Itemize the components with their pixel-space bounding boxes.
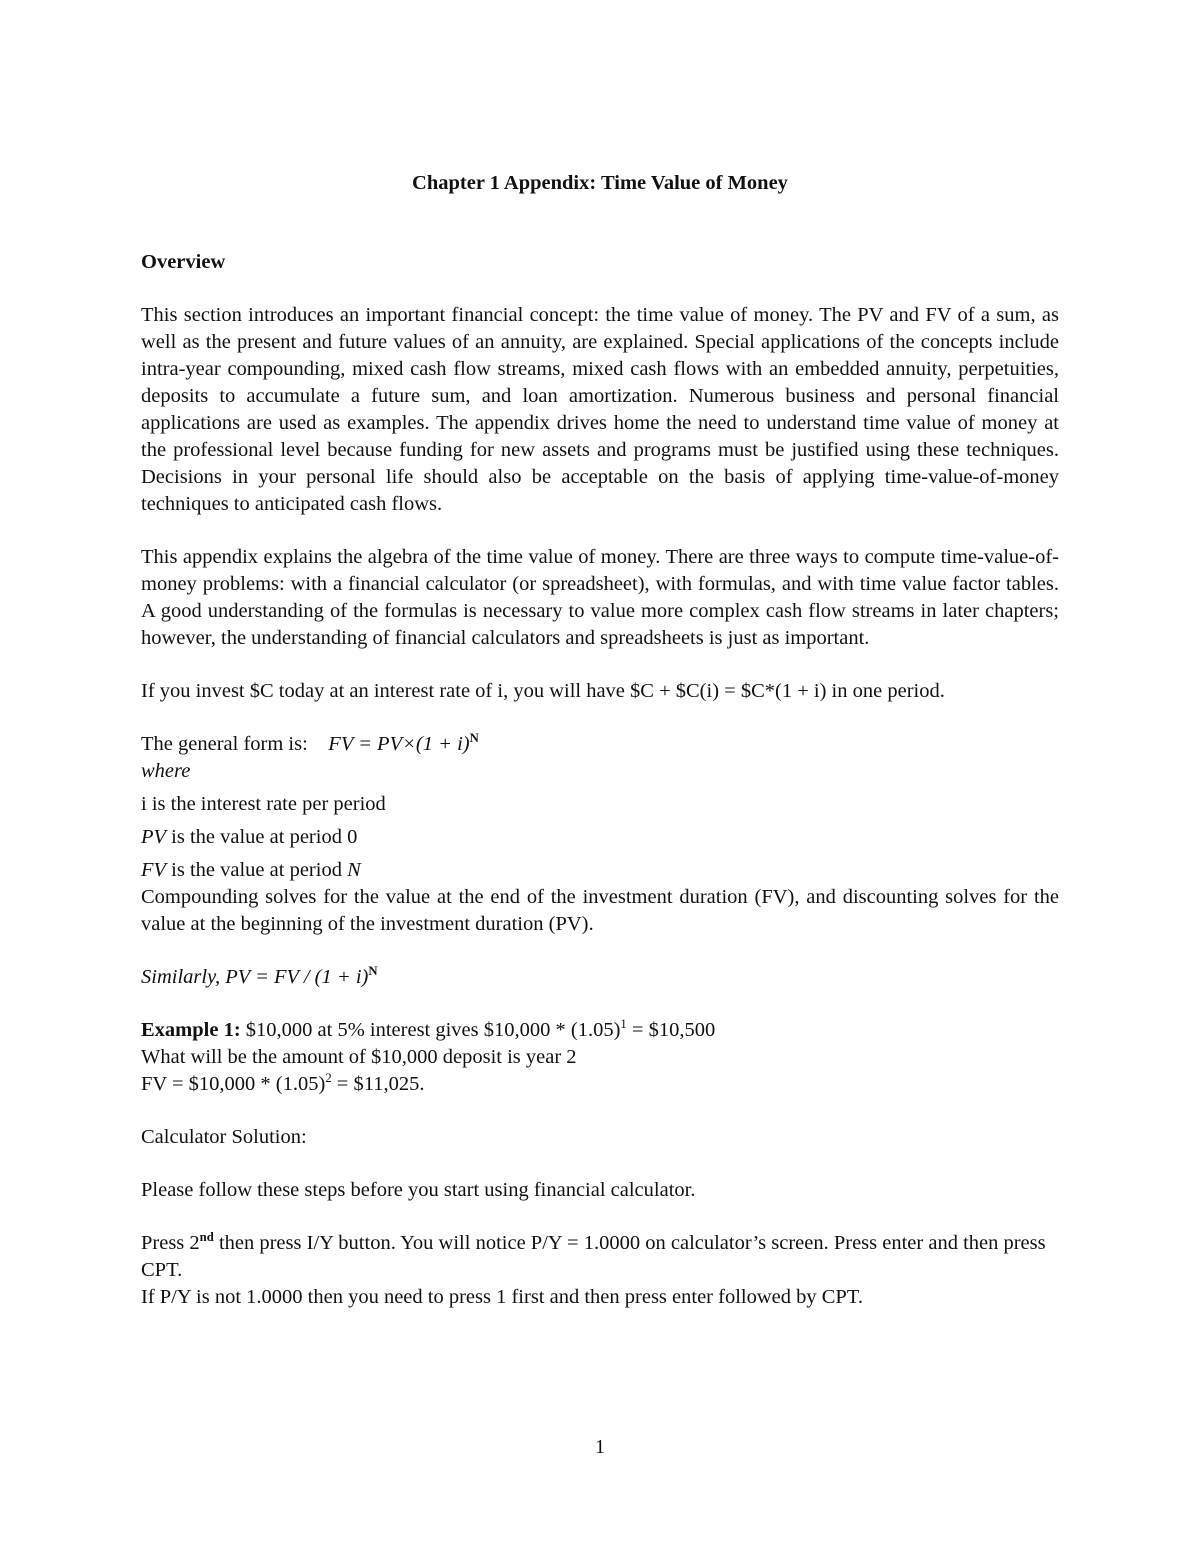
definition-pv bbox=[141, 824, 1059, 851]
example-1-line-3-exp: 2 bbox=[325, 1071, 332, 1086]
similarly-exponent: N bbox=[368, 964, 378, 979]
definition-pv-text: is the value at period 0 bbox=[166, 826, 358, 848]
similarly-line bbox=[141, 964, 1059, 991]
general-form-label: The general form is: bbox=[141, 733, 308, 755]
calculator-steps-block bbox=[141, 1230, 1059, 1311]
definition-pv-symbol: PV bbox=[141, 826, 167, 848]
general-form-block bbox=[141, 731, 1059, 938]
example-1-label: Example 1: bbox=[141, 1019, 241, 1041]
example-1-line-1-b: = $10,500 bbox=[626, 1019, 716, 1041]
definition-fv bbox=[141, 857, 1059, 884]
press-instruction-a: Press 2 bbox=[141, 1232, 200, 1254]
example-1-line-3-a: FV = $10,000 * (1.05) bbox=[141, 1073, 326, 1095]
similarly-formula: Similarly, PV = FV / (1 + i) bbox=[141, 966, 369, 988]
overview-paragraph-1: This section introduces an important financial concept: the time value of money. The PV and FV of a sum, as well as the present and future values of an annuity, are explained. Special applications of the concepts include intra-year compounding, mixed cash flow streams, mixed cash flows with an embedded annuity, perpetuities, deposits to accumulate a future sum, and loan amortization. Numerous business and personal financial applications are used as examples. The appendix drives home the need to understand time value of money at the professional level because funding for new assets and programs must be justified using these techniques. Decisions in your personal life should also be acceptable on the basis of applying time-value-of-money techniques to anticipated cash flows. bbox=[141, 304, 1059, 515]
overview-heading: Overview bbox=[141, 251, 226, 273]
example-1-line-3 bbox=[141, 1071, 1059, 1098]
where-label: where bbox=[141, 760, 191, 782]
page-title: Chapter 1 Appendix: Time Value of Money bbox=[412, 172, 788, 194]
example-1-line-1 bbox=[141, 1017, 1059, 1044]
overview-paragraph-3: If you invest $C today at an interest rate of i, you will have $C + $C(i) = $C*(1 + i) in one period. bbox=[141, 680, 945, 702]
definition-fv-symbol: FV bbox=[141, 859, 167, 881]
page-content bbox=[141, 170, 1059, 1311]
compounding-paragraph: Compounding solves for the value at the end of the investment duration (FV), and discounting solves for the value at the beginning of the investment duration (PV). bbox=[141, 886, 1059, 935]
general-form-formula: FV = PV×(1 + i) bbox=[328, 733, 470, 755]
example-1-block bbox=[141, 1017, 1059, 1098]
if-py-instruction: If P/Y is not 1.0000 then you need to press 1 first and then press enter followed by CPT. bbox=[141, 1286, 863, 1308]
general-form-line bbox=[141, 731, 1059, 758]
definition-fv-n: N bbox=[347, 859, 361, 881]
overview-paragraph-2: This appendix explains the algebra of the time value of money. There are three ways to compute time-value-of-money problems: with a financial calculator (or spreadsheet), with formulas, and with time value factor tables. A good understanding of the formulas is necessary to value more complex cash flow streams in later chapters; however, the understanding of financial calculators and spreadsheets is just as important. bbox=[141, 546, 1059, 649]
calculator-steps-intro: Please follow these steps before you start using financial calculator. bbox=[141, 1179, 696, 1201]
calculator-heading: Calculator Solution: bbox=[141, 1126, 307, 1148]
press-instruction-b: then press I/Y button. You will notice P/Y = 1.0000 on calculator’s screen. Press enter and then press CPT. bbox=[141, 1232, 1046, 1281]
press-instruction bbox=[141, 1230, 1059, 1284]
example-1-line-3-b: = $11,025. bbox=[331, 1073, 425, 1095]
example-1-line-1-exp: 1 bbox=[620, 1017, 627, 1032]
definition-fv-text: is the value at period bbox=[166, 859, 348, 881]
definition-i: i is the interest rate per period bbox=[141, 793, 386, 815]
general-form-exponent: N bbox=[469, 731, 479, 746]
page-number: 1 bbox=[595, 1436, 605, 1458]
example-1-line-2: What will be the amount of $10,000 deposit is year 2 bbox=[141, 1046, 577, 1068]
example-1-line-1-a: $10,000 at 5% interest gives $10,000 * (1.05) bbox=[240, 1019, 621, 1041]
press-instruction-sup: nd bbox=[199, 1230, 214, 1245]
